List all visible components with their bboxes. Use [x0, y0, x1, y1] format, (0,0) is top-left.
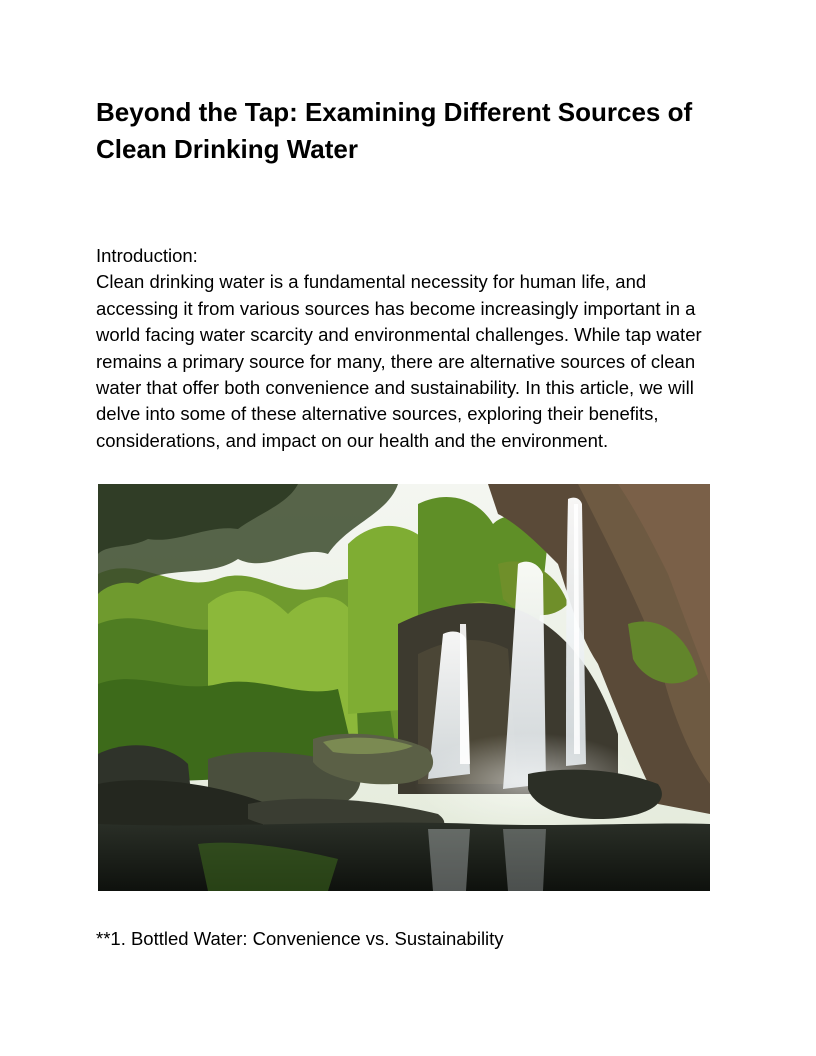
waterfall-photo: [98, 484, 710, 891]
document-title: Beyond the Tap: Examining Different Sources of Clean Drinking Water: [96, 97, 693, 164]
intro-paragraph: Clean drinking water is a fundamental necessity for human life, and accessing it from various sources has become increasingly important in a world facing water scarcity and environmental challenges. While tap water remains a primary source for many, there are alternative sources of clean water that offer both convenience and sustainability. In this article, we will delve into some of these alternative sources, exploring their benefits, considerations, and impact on our health and the environment.: [96, 271, 702, 451]
section-1-heading: **1. Bottled Water: Convenience vs. Sustainability: [96, 928, 504, 949]
intro-label: Introduction:: [96, 245, 198, 266]
intro-section: [96, 243, 728, 454]
waterfall-illustration: [98, 484, 710, 891]
